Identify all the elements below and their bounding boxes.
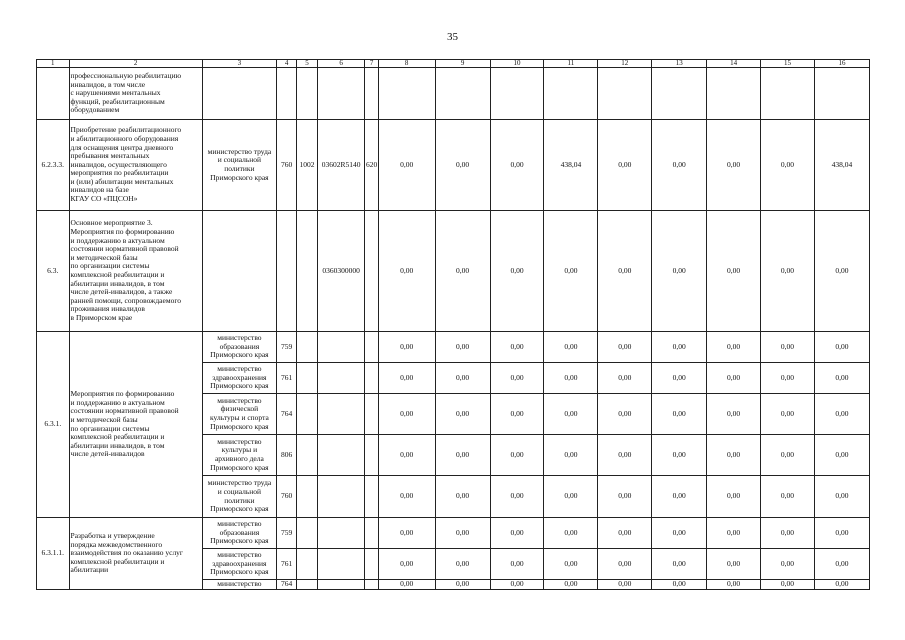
amount-cell: 0,00 bbox=[490, 518, 544, 549]
amount-cell: 0,00 bbox=[435, 363, 490, 394]
section-code bbox=[297, 518, 317, 549]
expense-type-code bbox=[365, 363, 378, 394]
responsible-org: министерство труда и социальной политики Приморского края bbox=[202, 476, 276, 518]
amount-cell: 0,00 bbox=[490, 120, 544, 211]
amount-cell: 0,00 bbox=[544, 363, 598, 394]
amount-cell: 0,00 bbox=[707, 332, 761, 363]
amount-cell: 0,00 bbox=[544, 332, 598, 363]
table-row bbox=[37, 518, 870, 549]
ministry-code: 764 bbox=[277, 580, 297, 590]
responsible-org: министерство труда и социальной политики Приморского края bbox=[202, 120, 276, 211]
amount-cell: 0,00 bbox=[490, 549, 544, 580]
expense-type-code bbox=[365, 435, 378, 476]
section-code: 1002 bbox=[297, 120, 317, 211]
page-number: 35 bbox=[447, 31, 458, 43]
ministry-code: 759 bbox=[277, 332, 297, 363]
expense-type-code bbox=[365, 518, 378, 549]
section-code bbox=[297, 363, 317, 394]
amount-cell: 0,00 bbox=[435, 120, 490, 211]
amount-cell: 0,00 bbox=[378, 476, 435, 518]
section-code bbox=[297, 435, 317, 476]
amount-cell: 0,00 bbox=[761, 363, 815, 394]
column-header-9: 9 bbox=[435, 60, 490, 68]
section-code bbox=[297, 476, 317, 518]
amount-cell: 0,00 bbox=[652, 476, 707, 518]
ministry-code: 759 bbox=[277, 518, 297, 549]
amount-cell: 0,00 bbox=[435, 518, 490, 549]
amount-cell bbox=[598, 68, 652, 120]
target-article-code bbox=[317, 68, 365, 120]
ministry-code: 764 bbox=[277, 394, 297, 435]
amount-cell: 0,00 bbox=[598, 549, 652, 580]
amount-cell: 0,00 bbox=[490, 211, 544, 332]
amount-cell: 0,00 bbox=[598, 476, 652, 518]
amount-cell: 0,00 bbox=[761, 476, 815, 518]
target-article-code bbox=[317, 549, 365, 580]
amount-cell: 0,00 bbox=[652, 332, 707, 363]
amount-cell: 0,00 bbox=[378, 435, 435, 476]
row-name: Мероприятия по формированию и поддержанию в актуальном состоянии нормативной правовой и методической базы по организации системы комплексной реабилитации и абилитации инвалидов, в том числе детей-инвалидов bbox=[69, 332, 202, 518]
table-row bbox=[37, 211, 870, 332]
amount-cell: 0,00 bbox=[378, 211, 435, 332]
ministry-code: 761 bbox=[277, 363, 297, 394]
target-article-code bbox=[317, 332, 365, 363]
amount-cell: 0,00 bbox=[544, 435, 598, 476]
column-header-4: 4 bbox=[277, 60, 297, 68]
amount-cell: 0,00 bbox=[378, 549, 435, 580]
amount-cell: 0,00 bbox=[707, 394, 761, 435]
amount-cell: 0,00 bbox=[435, 580, 490, 590]
amount-cell: 0,00 bbox=[490, 435, 544, 476]
amount-cell: 0,00 bbox=[652, 518, 707, 549]
responsible-org bbox=[202, 68, 276, 120]
amount-cell: 0,00 bbox=[761, 580, 815, 590]
amount-cell: 0,00 bbox=[378, 394, 435, 435]
amount-cell: 0,00 bbox=[598, 518, 652, 549]
amount-cell: 0,00 bbox=[814, 549, 869, 580]
amount-cell: 0,00 bbox=[435, 549, 490, 580]
responsible-org: министерство культуры и архивного дела Приморского края bbox=[202, 435, 276, 476]
target-article-code bbox=[317, 476, 365, 518]
column-header-7: 7 bbox=[365, 60, 378, 68]
row-name: профессиональную реабилитацию инвалидов, в том числе с нарушениями ментальных функций, реабилитационным оборудованием bbox=[69, 68, 202, 120]
column-header-5: 5 bbox=[297, 60, 317, 68]
expense-type-code bbox=[365, 211, 378, 332]
column-header-2: 2 bbox=[69, 60, 202, 68]
ministry-code: 806 bbox=[277, 435, 297, 476]
amount-cell: 0,00 bbox=[598, 435, 652, 476]
amount-cell: 0,00 bbox=[378, 580, 435, 590]
ministry-code bbox=[277, 68, 297, 120]
responsible-org: министерство образования Приморского края bbox=[202, 332, 276, 363]
amount-cell: 0,00 bbox=[761, 211, 815, 332]
amount-cell: 0,00 bbox=[814, 211, 869, 332]
target-article-code bbox=[317, 518, 365, 549]
responsible-org: министерство bbox=[202, 580, 276, 590]
column-header-15: 15 bbox=[761, 60, 815, 68]
responsible-org: министерство физической культуры и спорта Приморского края bbox=[202, 394, 276, 435]
amount-cell: 0,00 bbox=[598, 394, 652, 435]
amount-cell bbox=[707, 68, 761, 120]
amount-cell bbox=[652, 68, 707, 120]
expense-type-code bbox=[365, 68, 378, 120]
table-row bbox=[37, 120, 870, 211]
amount-cell: 0,00 bbox=[761, 394, 815, 435]
amount-cell: 0,00 bbox=[490, 580, 544, 590]
column-header-1: 1 bbox=[37, 60, 70, 68]
amount-cell: 0,00 bbox=[652, 435, 707, 476]
amount-cell: 0,00 bbox=[707, 580, 761, 590]
ministry-code: 760 bbox=[277, 476, 297, 518]
column-header-3: 3 bbox=[202, 60, 276, 68]
amount-cell: 0,00 bbox=[490, 332, 544, 363]
target-article-code: 0360300000 bbox=[317, 211, 365, 332]
amount-cell: 0,00 bbox=[814, 580, 869, 590]
amount-cell: 0,00 bbox=[652, 580, 707, 590]
ministry-code: 761 bbox=[277, 549, 297, 580]
table-row bbox=[37, 332, 870, 363]
column-header-10: 10 bbox=[490, 60, 544, 68]
column-header-13: 13 bbox=[652, 60, 707, 68]
amount-cell: 0,00 bbox=[814, 332, 869, 363]
amount-cell: 0,00 bbox=[652, 549, 707, 580]
column-header-12: 12 bbox=[598, 60, 652, 68]
section-code bbox=[297, 211, 317, 332]
row-name: Приобретение реабилитационного и абилитационного оборудования для оснащения центра дневного пребывания ментальных инвалидов, осуществляющего мероприятия по реабилитации и (или) абилитации ментальных инвалидов на базе КГАУ СО «ПЦСОН» bbox=[69, 120, 202, 211]
row-code: 6.2.3.3. bbox=[37, 120, 70, 211]
amount-cell: 0,00 bbox=[544, 580, 598, 590]
row-code: 6.3.1. bbox=[37, 332, 70, 518]
amount-cell: 0,00 bbox=[435, 435, 490, 476]
row-code bbox=[37, 68, 70, 120]
amount-cell: 0,00 bbox=[707, 363, 761, 394]
responsible-org: министерство образования Приморского края bbox=[202, 518, 276, 549]
amount-cell: 0,00 bbox=[652, 211, 707, 332]
row-code: 6.3. bbox=[37, 211, 70, 332]
amount-cell: 0,00 bbox=[814, 518, 869, 549]
responsible-org bbox=[202, 211, 276, 332]
amount-cell: 438,04 bbox=[544, 120, 598, 211]
amount-cell: 0,00 bbox=[761, 435, 815, 476]
expense-type-code: 620 bbox=[365, 120, 378, 211]
amount-cell: 0,00 bbox=[652, 120, 707, 211]
amount-cell: 0,00 bbox=[707, 211, 761, 332]
section-code bbox=[297, 394, 317, 435]
amount-cell: 0,00 bbox=[435, 211, 490, 332]
expense-type-code bbox=[365, 549, 378, 580]
amount-cell: 0,00 bbox=[378, 332, 435, 363]
row-name: Основное мероприятие 3. Мероприятия по формированию и поддержанию в актуальном состоянии нормативной правовой и методической базы по организации системы комплексной реабилитации и абилитации инвалидов, в том числе детей-инвалидов, а также ранней помощи, сопровождаемого проживания инвалидов в Приморском крае bbox=[69, 211, 202, 332]
amount-cell: 0,00 bbox=[814, 435, 869, 476]
responsible-org: министерство здравоохранения Приморского края bbox=[202, 363, 276, 394]
target-article-code bbox=[317, 435, 365, 476]
expense-type-code bbox=[365, 394, 378, 435]
amount-cell: 0,00 bbox=[598, 363, 652, 394]
column-header-16: 16 bbox=[814, 60, 869, 68]
amount-cell: 0,00 bbox=[707, 549, 761, 580]
amount-cell: 0,00 bbox=[652, 394, 707, 435]
amount-cell: 0,00 bbox=[598, 120, 652, 211]
amount-cell: 0,00 bbox=[814, 476, 869, 518]
amount-cell: 438,04 bbox=[814, 120, 869, 211]
column-header-14: 14 bbox=[707, 60, 761, 68]
target-article-code bbox=[317, 580, 365, 590]
amount-cell: 0,00 bbox=[707, 476, 761, 518]
ministry-code bbox=[277, 211, 297, 332]
section-code bbox=[297, 68, 317, 120]
column-number-header bbox=[37, 60, 870, 68]
amount-cell: 0,00 bbox=[544, 476, 598, 518]
row-name: Разработка и утверждение порядка межведомственного взаимодействия по оказанию услуг комплексной реабилитации и абилитации bbox=[69, 518, 202, 590]
amount-cell: 0,00 bbox=[490, 363, 544, 394]
amount-cell: 0,00 bbox=[814, 394, 869, 435]
section-code bbox=[297, 332, 317, 363]
amount-cell: 0,00 bbox=[652, 363, 707, 394]
amount-cell: 0,00 bbox=[435, 394, 490, 435]
amount-cell: 0,00 bbox=[707, 518, 761, 549]
amount-cell: 0,00 bbox=[707, 120, 761, 211]
amount-cell: 0,00 bbox=[761, 518, 815, 549]
row-code: 6.3.1.1. bbox=[37, 518, 70, 590]
budget-table bbox=[36, 59, 870, 590]
amount-cell: 0,00 bbox=[544, 549, 598, 580]
expense-type-code bbox=[365, 580, 378, 590]
column-header-6: 6 bbox=[317, 60, 365, 68]
amount-cell bbox=[378, 68, 435, 120]
amount-cell: 0,00 bbox=[814, 363, 869, 394]
amount-cell: 0,00 bbox=[378, 363, 435, 394]
responsible-org: министерство здравоохранения Приморского края bbox=[202, 549, 276, 580]
amount-cell: 0,00 bbox=[544, 211, 598, 332]
amount-cell: 0,00 bbox=[598, 211, 652, 332]
amount-cell: 0,00 bbox=[544, 518, 598, 549]
target-article-code bbox=[317, 394, 365, 435]
target-article-code: 03602R5140 bbox=[317, 120, 365, 211]
amount-cell bbox=[814, 68, 869, 120]
amount-cell: 0,00 bbox=[598, 580, 652, 590]
amount-cell: 0,00 bbox=[490, 476, 544, 518]
amount-cell bbox=[544, 68, 598, 120]
column-header-8: 8 bbox=[378, 60, 435, 68]
section-code bbox=[297, 580, 317, 590]
expense-type-code bbox=[365, 332, 378, 363]
amount-cell bbox=[435, 68, 490, 120]
amount-cell: 0,00 bbox=[598, 332, 652, 363]
amount-cell: 0,00 bbox=[761, 332, 815, 363]
section-code bbox=[297, 549, 317, 580]
amount-cell: 0,00 bbox=[490, 394, 544, 435]
amount-cell: 0,00 bbox=[761, 120, 815, 211]
target-article-code bbox=[317, 363, 365, 394]
table-row bbox=[37, 68, 870, 120]
ministry-code: 760 bbox=[277, 120, 297, 211]
amount-cell: 0,00 bbox=[378, 518, 435, 549]
amount-cell bbox=[761, 68, 815, 120]
amount-cell bbox=[490, 68, 544, 120]
amount-cell: 0,00 bbox=[435, 476, 490, 518]
column-header-11: 11 bbox=[544, 60, 598, 68]
amount-cell: 0,00 bbox=[761, 549, 815, 580]
expense-type-code bbox=[365, 476, 378, 518]
amount-cell: 0,00 bbox=[435, 332, 490, 363]
amount-cell: 0,00 bbox=[544, 394, 598, 435]
amount-cell: 0,00 bbox=[378, 120, 435, 211]
amount-cell: 0,00 bbox=[707, 435, 761, 476]
